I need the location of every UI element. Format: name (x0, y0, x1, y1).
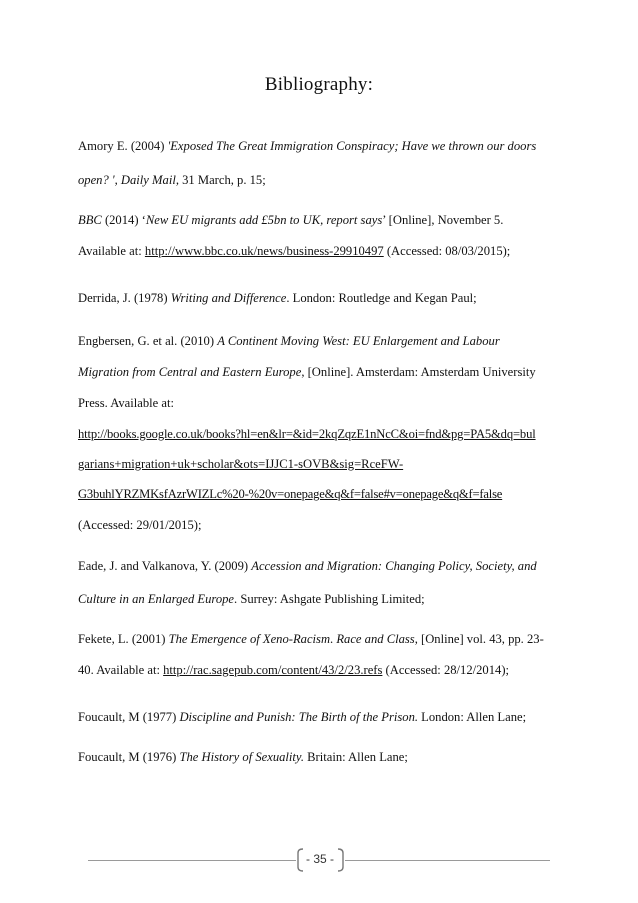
entry-engbersen-line-4 (78, 427, 536, 442)
entry-text: (Accessed: 08/03/2015); (383, 244, 511, 258)
bbc-link[interactable]: http://www.bbc.co.uk/news/business-29910497 (144, 244, 384, 258)
entry-fekete-line-1 (78, 632, 544, 647)
entry-title: Discipline and Punish: The Birth of the Prison. (179, 710, 419, 724)
engbersen-link[interactable]: http://books.google.co.uk/books?hl=en&lr=&id=2kqZqzE1nNcC&oi=fnd&pg=PA5&dq=bul (78, 427, 536, 441)
entry-author: BBC (78, 213, 102, 227)
entry-title: Accession and Migration: Changing Policy, Society, and (251, 559, 537, 573)
entry-journal: Race and Class (336, 632, 415, 646)
entry-text: Eade, J. and Valkanova, Y. (2009) (78, 559, 252, 573)
bibliography-list (78, 0, 560, 903)
entry-text: Britain: Allen Lane; (303, 750, 408, 764)
entry-text: , [Online]. Amsterdam: Amsterdam University (301, 365, 536, 379)
engbersen-link-cont[interactable]: G3buhlYRZMKsfAzrWIZLc%20-%20v=onepage&q&f=false#v=onepage&q&f=false (78, 487, 503, 501)
entry-text: . (330, 632, 337, 646)
entry-amory-line-2 (78, 173, 266, 188)
entry-engbersen-line-5 (78, 457, 403, 472)
fekete-link[interactable]: http://rac.sagepub.com/content/43/2/23.refs (163, 663, 383, 677)
entry-foucault-1976-line-1 (78, 750, 408, 765)
entry-text: Press. Available at: (78, 396, 174, 410)
entry-text: (Accessed: 29/01/2015); (78, 518, 202, 532)
page-title: Bibliography: (264, 74, 374, 95)
entry-text: , [Online] vol. 43, pp. 23- (414, 632, 544, 646)
entry-text: ’ [Online], November 5. (382, 213, 504, 227)
entry-foucault-1977-line-1 (78, 710, 526, 725)
entry-title: The History of Sexuality. (179, 750, 304, 764)
entry-fekete-line-2 (78, 663, 509, 678)
entry-eade-line-2 (78, 592, 425, 607)
entry-bbc-line-2 (78, 244, 510, 259)
entry-engbersen-line-3 (78, 396, 174, 411)
entry-text: Amory E. (2004) (78, 139, 168, 153)
entry-engbersen-line-6 (78, 487, 502, 502)
entry-amory-line-1 (78, 139, 536, 154)
entry-engbersen-line-7 (78, 518, 201, 533)
entry-title: Culture in an Enlarged Europe (78, 592, 235, 606)
entry-text: Foucault, M (1976) (78, 750, 180, 764)
engbersen-link-cont[interactable]: garians+migration+uk+scholar&ots=IJJC1-sOVB&sig=RceFW- (78, 457, 404, 471)
entry-title: The Emergence of Xeno-Racism (168, 632, 331, 646)
entry-text: . Surrey: Ashgate Publishing Limited; (234, 592, 425, 606)
entry-title: Writing and Difference (170, 291, 287, 305)
entry-text: (2014) ‘ (101, 213, 146, 227)
entry-title: 'Exposed The Great Immigration Conspiracy; Have we thrown our doors (167, 139, 537, 153)
entry-text: London: Allen Lane; (418, 710, 527, 724)
entry-title: open? ', Daily Mail, (78, 173, 179, 187)
entry-derrida-line-1 (78, 291, 477, 306)
entry-engbersen-line-2 (78, 365, 536, 380)
entry-engbersen-line-1 (78, 334, 500, 349)
entry-title: Migration from Central and Eastern Europe (78, 365, 302, 379)
entry-text: . London: Routledge and Kegan Paul; (286, 291, 477, 305)
footer-right-bracket (336, 848, 345, 872)
entry-text: Foucault, M (1977) (78, 710, 180, 724)
entry-text: Fekete, L. (2001) (78, 632, 169, 646)
entry-bbc-line-1 (78, 213, 503, 228)
entry-text: Available at: (78, 244, 145, 258)
entry-text: Engbersen, G. et al. (2010) (78, 334, 218, 348)
entry-text: 40. Available at: (78, 663, 164, 677)
entry-title: A Continent Moving West: EU Enlargement and Labour (217, 334, 500, 348)
footer-rule-right (345, 860, 550, 861)
entry-text: Derrida, J. (1978) (78, 291, 171, 305)
page-number: - 35 - (305, 852, 334, 866)
entry-eade-line-1 (78, 559, 537, 574)
entry-title: New EU migrants add £5bn to UK, report says (145, 213, 383, 227)
entry-text: 31 March, p. 15; (178, 173, 266, 187)
footer-rule-left (88, 860, 296, 861)
entry-text: (Accessed: 28/12/2014); (382, 663, 510, 677)
